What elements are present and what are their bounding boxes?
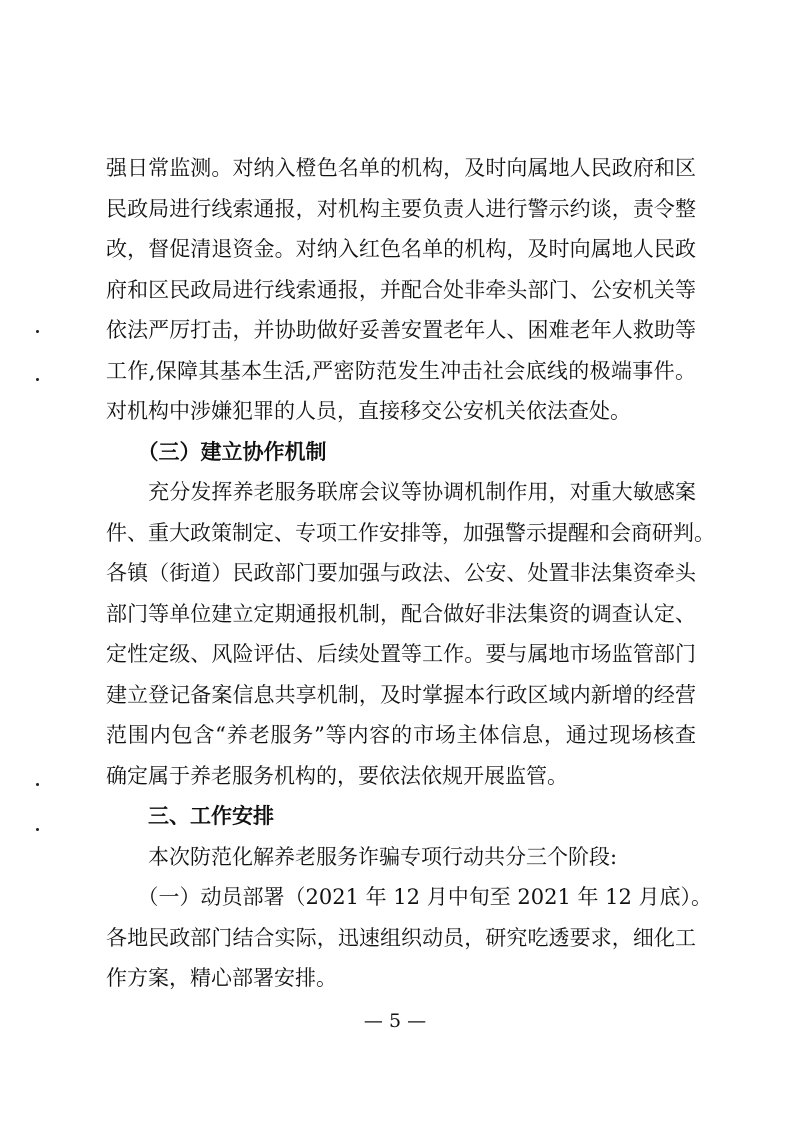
margin-mark <box>36 783 39 786</box>
paragraph-line: 对机构中涉嫌犯罪的人员，直接移交公安机关依法查处。 <box>106 399 631 423</box>
paragraph-line: 本次防范化解养老服务诈骗专项行动共分三个阶段: <box>106 844 618 869</box>
paragraph-line: （一）动员部署（2021 年 12 月中旬至 2021 年 12 月底）。 <box>106 885 713 909</box>
paragraph-line: 作方案，精心部署安排。 <box>106 966 337 990</box>
paragraph-line: 各镇（街道）民政部门要加强与政法、公安、处置非法集资牵头 <box>106 561 696 585</box>
margin-mark <box>36 828 39 831</box>
body-text <box>106 148 715 999</box>
paragraph-line: 充分发挥养老服务联席会议等协调机制作用，对重大敏感案 <box>106 480 696 504</box>
margin-mark <box>36 330 39 333</box>
paragraph-line: 范围内包含“养老服务”等内容的市场主体信息，通过现场核查 <box>106 723 696 747</box>
paragraph-line: 依法严厉打击，并协助做好妥善安置老年人、困难老年人救助等 <box>106 318 696 342</box>
paragraph-line: 各地民政部门结合实际，迅速组织动员，研究吃透要求，细化工 <box>106 925 696 950</box>
paragraph-line: 建立登记备案信息共享机制，及时掌握本行政区域内新增的经营 <box>106 682 696 707</box>
paragraph-line: 部门等单位建立定期通报机制，配合做好非法集资的调查认定、 <box>106 601 696 626</box>
margin-mark <box>36 378 39 381</box>
paragraph-line: 强日常监测。对纳入橙色名单的机构，及时向属地人民政府和区 <box>106 156 696 180</box>
section-heading: 三、工作安排 <box>106 804 274 828</box>
page-number: — 5 — <box>363 1010 427 1032</box>
paragraph-line: 民政局进行线索通报，对机构主要负责人进行警示约谈，责令整 <box>106 196 696 221</box>
paragraph-line: 确定属于养老服务机构的，要依法依规开展监管。 <box>106 763 568 788</box>
paragraph-line: 府和区民政局进行线索通报，并配合处非牵头部门、公安机关等 <box>106 277 696 302</box>
subsection-heading: （三）建立协作机制 <box>106 439 327 464</box>
paragraph-line: 工作,保障其基本生活,严密防范发生冲击社会底线的极端事件。 <box>106 358 696 383</box>
paragraph-line: 件、重大政策制定、专项工作安排等，加强警示提醒和会商研判。 <box>106 520 715 545</box>
paragraph-line: 定性定级、风险评估、后续处置等工作。要与属地市场监管部门 <box>106 642 696 666</box>
paragraph-line: 改，督促清退资金。对纳入红色名单的机构，及时向属地人民政 <box>106 237 696 261</box>
